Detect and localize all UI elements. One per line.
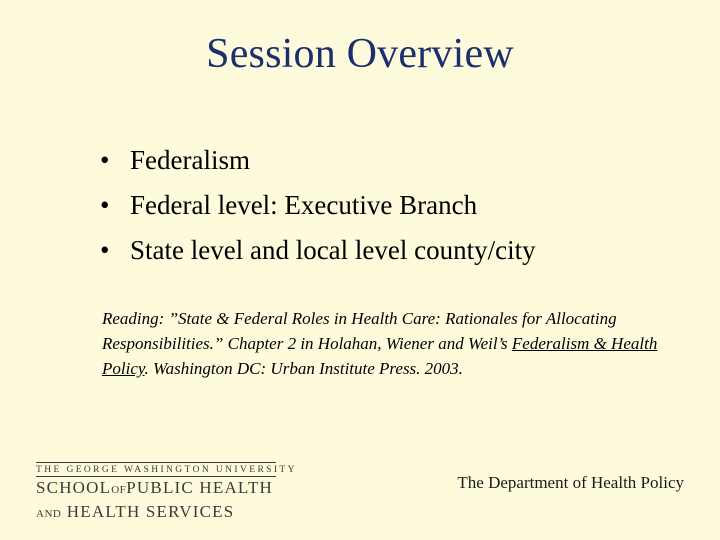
university-name: THE GEORGE WASHINGTON UNIVERSITY <box>36 462 276 477</box>
bullet-text: State level and local level county/city <box>130 235 536 265</box>
school-and: AND <box>36 508 62 520</box>
school-line-2 <box>36 501 276 525</box>
bullet-item <box>100 183 536 228</box>
school-line-1 <box>36 477 276 501</box>
school-of: OF <box>111 484 127 496</box>
bullet-item <box>100 138 536 183</box>
school-word: SCHOOL <box>36 478 112 497</box>
bullet-text: Federalism <box>130 145 250 175</box>
gwu-logo <box>36 462 297 525</box>
school-health-services: HEALTH SERVICES <box>66 502 235 521</box>
bullet-item <box>100 228 536 273</box>
bullet-dot-icon: • <box>100 190 110 220</box>
reading-suffix: . Washington DC: Urban Institute Press. 2003. <box>144 359 463 378</box>
reading-prefix: Reading: ”State & Federal Roles in Health Care: Rationales for Allocating Responsibilities.” Chapter 2 in Holahan, Wiener and Weil’s <box>102 309 617 353</box>
book-title: Federalism & Health Policy <box>102 334 658 378</box>
bullet-dot-icon: • <box>100 145 110 175</box>
reading-citation <box>102 306 662 381</box>
slide-title: Session Overview <box>206 31 514 77</box>
bullet-list <box>100 138 536 273</box>
bullet-text: Federal level: Executive Branch <box>130 190 478 220</box>
bullet-dot-icon: • <box>100 235 110 265</box>
school-public-health: PUBLIC HEALTH <box>126 478 274 497</box>
department-name: The Department of Health Policy <box>457 473 684 492</box>
